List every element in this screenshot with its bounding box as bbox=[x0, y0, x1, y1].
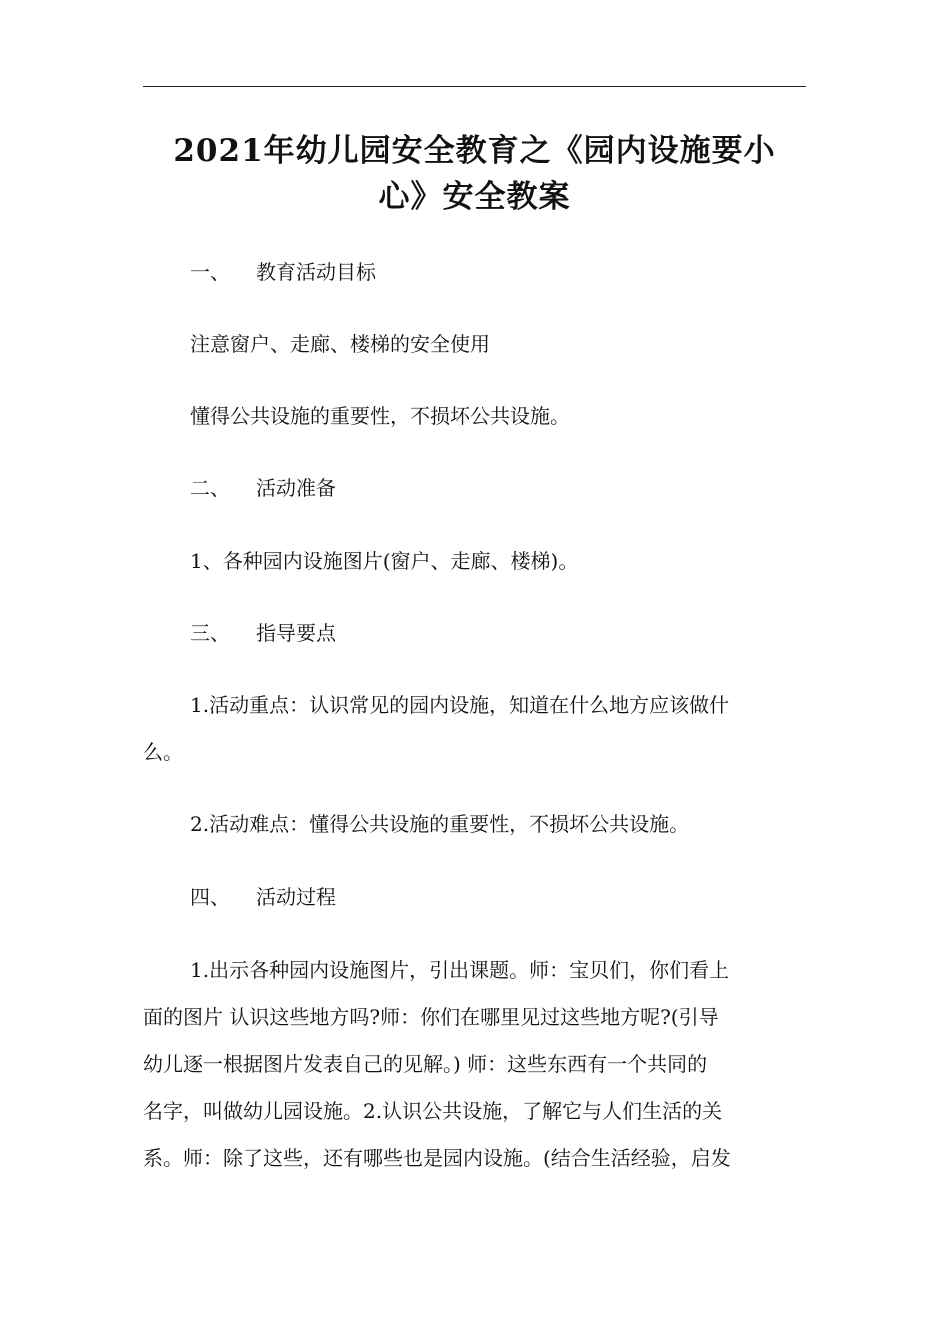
section-heading-4 bbox=[143, 874, 853, 921]
paragraph-line: 系。师：除了这些，还有哪些也是园内设施。(结合生活经验，启发 bbox=[143, 1146, 731, 1170]
section-heading-2 bbox=[143, 465, 853, 512]
document-title bbox=[143, 128, 806, 220]
header-rule bbox=[143, 86, 806, 87]
section-heading-text: 教育活动目标 bbox=[256, 260, 376, 284]
paragraph-line: 名字，叫做幼儿园设施。2.认识公共设施，了解它与人们生活的关 bbox=[143, 1099, 723, 1123]
paragraph-line: 么。 bbox=[143, 740, 183, 764]
paragraph-line: 1.出示各种园内设施图片，引出课题。师：宝贝们，你们看上 bbox=[190, 958, 730, 982]
paragraph: 注意窗户、走廊、楼梯的安全使用 bbox=[190, 332, 490, 356]
section-number: 一、 bbox=[190, 260, 230, 284]
paragraph: 1、各种园内设施图片(窗户、走廊、楼梯)。 bbox=[190, 549, 579, 573]
section-number: 二、 bbox=[190, 476, 230, 500]
section-heading-text: 活动准备 bbox=[256, 476, 336, 500]
section-heading-text: 指导要点 bbox=[256, 621, 336, 645]
paragraph-key-points bbox=[143, 682, 806, 776]
paragraph-line: 1.活动重点：认识常见的园内设施，知道在什么地方应该做什 bbox=[190, 693, 730, 717]
section-number: 四、 bbox=[190, 885, 230, 909]
paragraph-activity-process bbox=[143, 947, 806, 1182]
section-heading-3 bbox=[143, 610, 853, 657]
section-heading-1 bbox=[143, 249, 853, 296]
section-heading-text: 活动过程 bbox=[256, 885, 336, 909]
paragraph: 懂得公共设施的重要性，不损坏公共设施。 bbox=[190, 404, 570, 428]
title-line-1: 2021年幼儿园安全教育之《园内设施要小 bbox=[173, 133, 776, 169]
paragraph-line: 面的图片 认识这些地方吗?师：你们在哪里见过这些地方呢?(引导 bbox=[143, 1005, 719, 1029]
section-number: 三、 bbox=[190, 621, 230, 645]
paragraph-line: 幼儿逐一根据图片发表自己的见解。) 师：这些东西有一个共同的 bbox=[143, 1052, 708, 1076]
paragraph: 2.活动难点：懂得公共设施的重要性，不损坏公共设施。 bbox=[190, 812, 690, 836]
title-line-2: 心》安全教案 bbox=[378, 179, 571, 215]
